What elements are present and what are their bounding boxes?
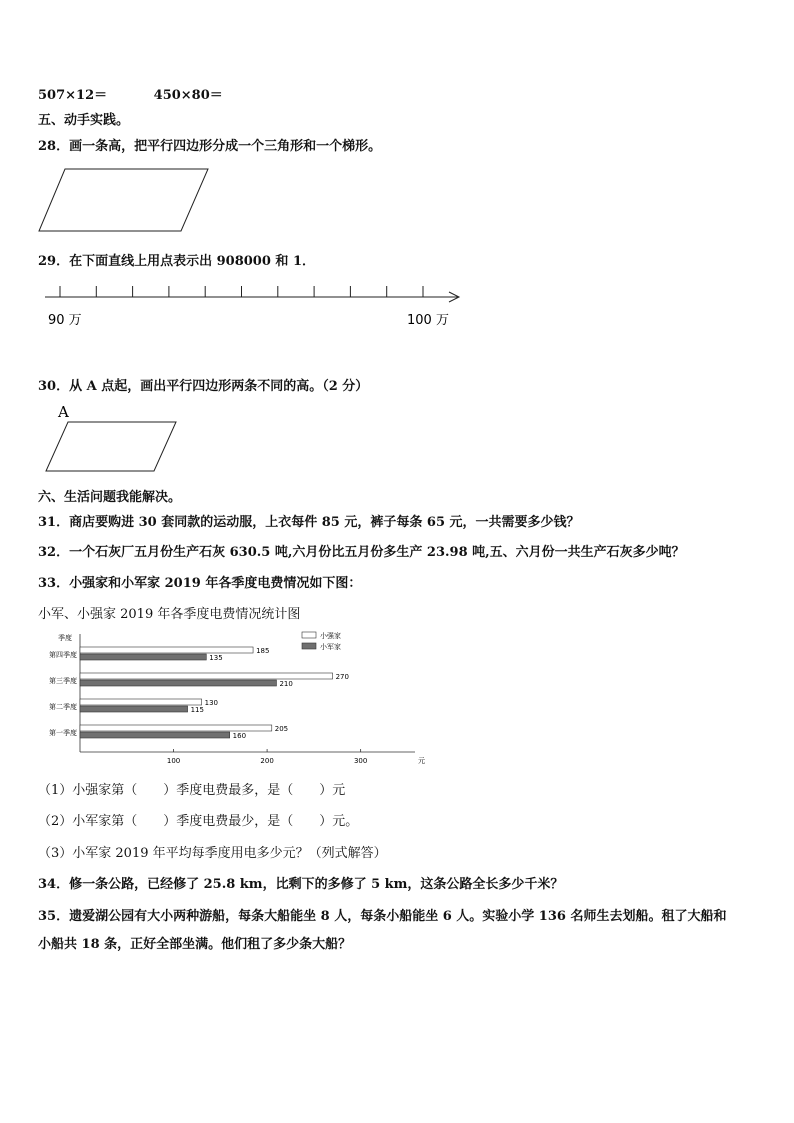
question-33: 33．小强家和小军家 2019 年各季度电费情况如下图： xyxy=(38,576,362,591)
bar-value-label: 270 xyxy=(335,673,349,681)
legend-entry: 小强家 xyxy=(320,632,341,640)
bar-xiaoqiang xyxy=(80,699,202,705)
legend-swatch xyxy=(302,643,316,649)
question-33-1: （1）小强家第（ ）季度电费最多，是（ ）元 xyxy=(38,783,346,798)
bar-value-label: 185 xyxy=(256,647,270,655)
bar-value-label: 160 xyxy=(232,732,247,740)
bar-xiaojun xyxy=(80,732,230,738)
section-5-heading: 五、动手实践。 xyxy=(38,113,130,128)
arith-item-b: 450×80＝ xyxy=(153,88,223,103)
question-32: 32．一个石灰厂五月份生产石灰 630.5 吨,六月份比五月份多生产 23.98 吨,五、六月份一共生产石灰多少吨？ xyxy=(38,545,685,560)
parallelogram-q30 xyxy=(44,400,184,474)
question-34: 34．修一条公路，已经修了 25.8 km，比剩下的多修了 5 km，这条公路全长多少千米？ xyxy=(38,877,564,892)
y-axis-label: 季度 xyxy=(58,634,72,642)
x-tick-label: 200 xyxy=(260,757,274,765)
numberline-right-label: 100 万 xyxy=(407,313,449,328)
bar-xiaoqiang xyxy=(80,725,272,731)
category-label: 第二季度 xyxy=(49,703,77,711)
bar-xiaoqiang xyxy=(80,647,253,653)
question-33-3: （3）小军家 2019 年平均每季度用电多少元？（列式解答） xyxy=(38,846,387,861)
category-label: 第三季度 xyxy=(49,677,77,685)
bar-value-label: 115 xyxy=(190,706,204,714)
bar-value-label: 210 xyxy=(279,680,293,688)
bar-xiaojun xyxy=(80,680,276,686)
bar-xiaojun xyxy=(80,706,188,712)
question-30: 30．从 A 点起，画出平行四边形两条不同的高。（2 分） xyxy=(38,379,369,394)
question-28: 28．画一条高，把平行四边形分成一个三角形和一个梯形。 xyxy=(38,139,382,154)
point-a-label: A xyxy=(58,403,69,421)
category-label: 第四季度 xyxy=(49,651,77,659)
question-35-line-2: 小船共 18 条，正好全部坐满。他们租了多少条大船？ xyxy=(38,937,352,952)
question-35-line-1: 35．遗爱湖公园有大小两种游船，每条大船能坐 8 人，每条小船能坐 6 人。实验小学 136 名师生去划船。租了大船和 xyxy=(38,909,727,924)
bar-value-label: 205 xyxy=(274,725,289,733)
x-tick-label: 100 xyxy=(166,757,181,765)
legend-swatch xyxy=(302,632,316,638)
chart-title: 小军、小强家 2019 年各季度电费情况统计图 xyxy=(38,607,301,622)
number-line xyxy=(40,284,470,334)
question-31: 31．商店要购进 30 套同款的运动服，上衣每件 85 元，裤子每条 65 元，一共需要多少钱？ xyxy=(38,515,580,530)
electricity-bar-chart xyxy=(38,628,428,768)
question-29: 29．在下面直线上用点表示出 908000 和 1． xyxy=(38,254,315,269)
arith-item-a: 507×12＝ xyxy=(38,88,108,103)
arithmetic-row xyxy=(38,84,223,103)
x-axis-label: 元 xyxy=(418,757,425,765)
section-6-heading: 六、生活问题我能解决。 xyxy=(38,490,182,505)
parallelogram-q28 xyxy=(38,168,210,234)
legend-entry: 小军家 xyxy=(320,643,341,651)
numberline-left-label: 90 万 xyxy=(48,313,82,328)
bar-value-label: 135 xyxy=(209,654,223,662)
question-33-2: （2）小军家第（ ）季度电费最少，是（ ）元。 xyxy=(38,814,359,829)
bar-value-label: 130 xyxy=(204,699,218,707)
bar-xiaojun xyxy=(80,654,206,660)
x-tick-label: 300 xyxy=(353,757,368,765)
bar-xiaoqiang xyxy=(80,673,333,679)
category-label: 第一季度 xyxy=(49,729,77,737)
